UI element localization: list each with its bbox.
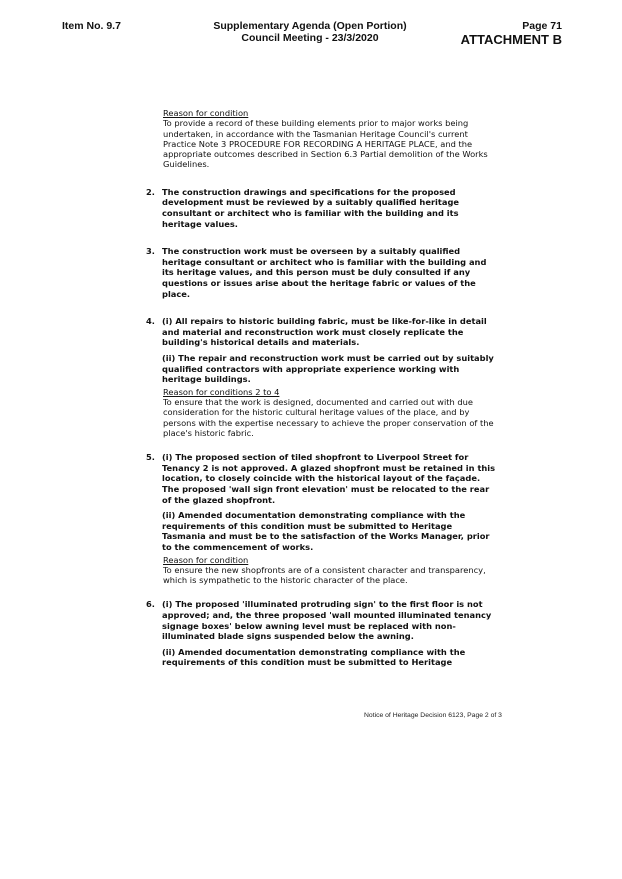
condition-text-part-1: (i) All repairs to historic building fabric, must be like-for-like in detail and material and reconstruction work must closely replicate the building's historical details and materials. [162,316,487,348]
agenda-title-line1: Supplementary Agenda (Open Portion) [213,20,407,32]
condition-text-part-2: (ii) The repair and reconstruction work must be carried out by suitably qualified contractors with appropriate experience working with heritage buildings. [162,352,494,385]
page-info [461,20,562,47]
reason-text: To ensure that the work is designed, documented and carried out with due consideration for the historic cultural heritage values of the place, and by persons with the expertise necessary to achieve the proper conservation of the place's historic fabric. [163,396,494,438]
condition-6 [146,599,496,668]
condition-text: The construction work must be overseen by a suitably qualified heritage consultant or architect who is familiar with the building and its heritage values, and this person must be duly consulted if any questions or issues arise about the heritage fabric or values of the place. [162,246,487,299]
reason-heading: Reason for conditions 2 to 4 [163,386,280,397]
item-number: Item No. 9.7 [62,20,121,32]
condition-2 [146,186,496,229]
condition-number: 5. [146,452,155,463]
condition-4 [146,316,496,385]
condition-text-part-1: (i) The proposed 'illuminated protruding sign' to the first floor is not approved; and, the three proposed 'wall mounted illuminated tenancy signage boxes' below awning level must be replaced with non-illuminated blade signs suspended below the awning. [162,599,492,642]
agenda-title [190,20,430,44]
page-number: Page 71 [522,20,562,32]
reason-text: To provide a record of these building elements prior to major works being undertaken, in accordance with the Tasmanian Heritage Council's current Practice Note 3 PROCEDURE FOR RECORDING A HERITAGE PLACE, and the appropriate outcomes described in Section 6.3 Partial demolition of the Works Guidelines. [163,118,488,170]
reason-heading: Reason for condition [163,108,249,118]
reason-heading: Reason for condition [163,554,249,565]
condition-text-part-2: (ii) Amended documentation demonstrating compliance with the requirements of this condition must be submitted to Heritage Tasmania and must be to the satisfaction of the Works Manager, prior to the commencement of works. [162,510,490,552]
condition-text-part-1: (i) The proposed section of tiled shopfront to Liverpool Street for Tenancy 2 is not approved. A glazed shopfront must be retained in this location, to closely coincide with the historical layout of the façade. The proposed 'wall sign front elevation' must be relocated to the rear of the glazed shopfront. [162,452,496,505]
condition-text-part-2: (ii) Amended documentation demonstrating compliance with the requirements of this condition must be submitted to Heritage [162,646,466,668]
condition-number: 6. [146,599,155,610]
condition-3 [146,246,496,299]
condition-number: 2. [146,186,155,197]
agenda-title-line2: Council Meeting - 23/3/2020 [241,32,379,44]
condition-number: 3. [146,246,155,257]
condition-number: 4. [146,316,155,327]
attachment-label: ATTACHMENT B [460,32,562,47]
condition-5 [146,452,496,552]
page-footer: Notice of Heritage Decision 6123, Page 2 of 3 [364,712,502,719]
reason-text: To ensure the new shopfronts are of a consistent character and transparency, which is sympathetic to the historic character of the place. [163,564,486,586]
document-body [146,108,496,668]
condition-text: The construction drawings and specifications for the proposed development must be reviewed by a suitably qualified heritage consultant or architect who is familiar with the building and its heritage values. [162,186,460,229]
